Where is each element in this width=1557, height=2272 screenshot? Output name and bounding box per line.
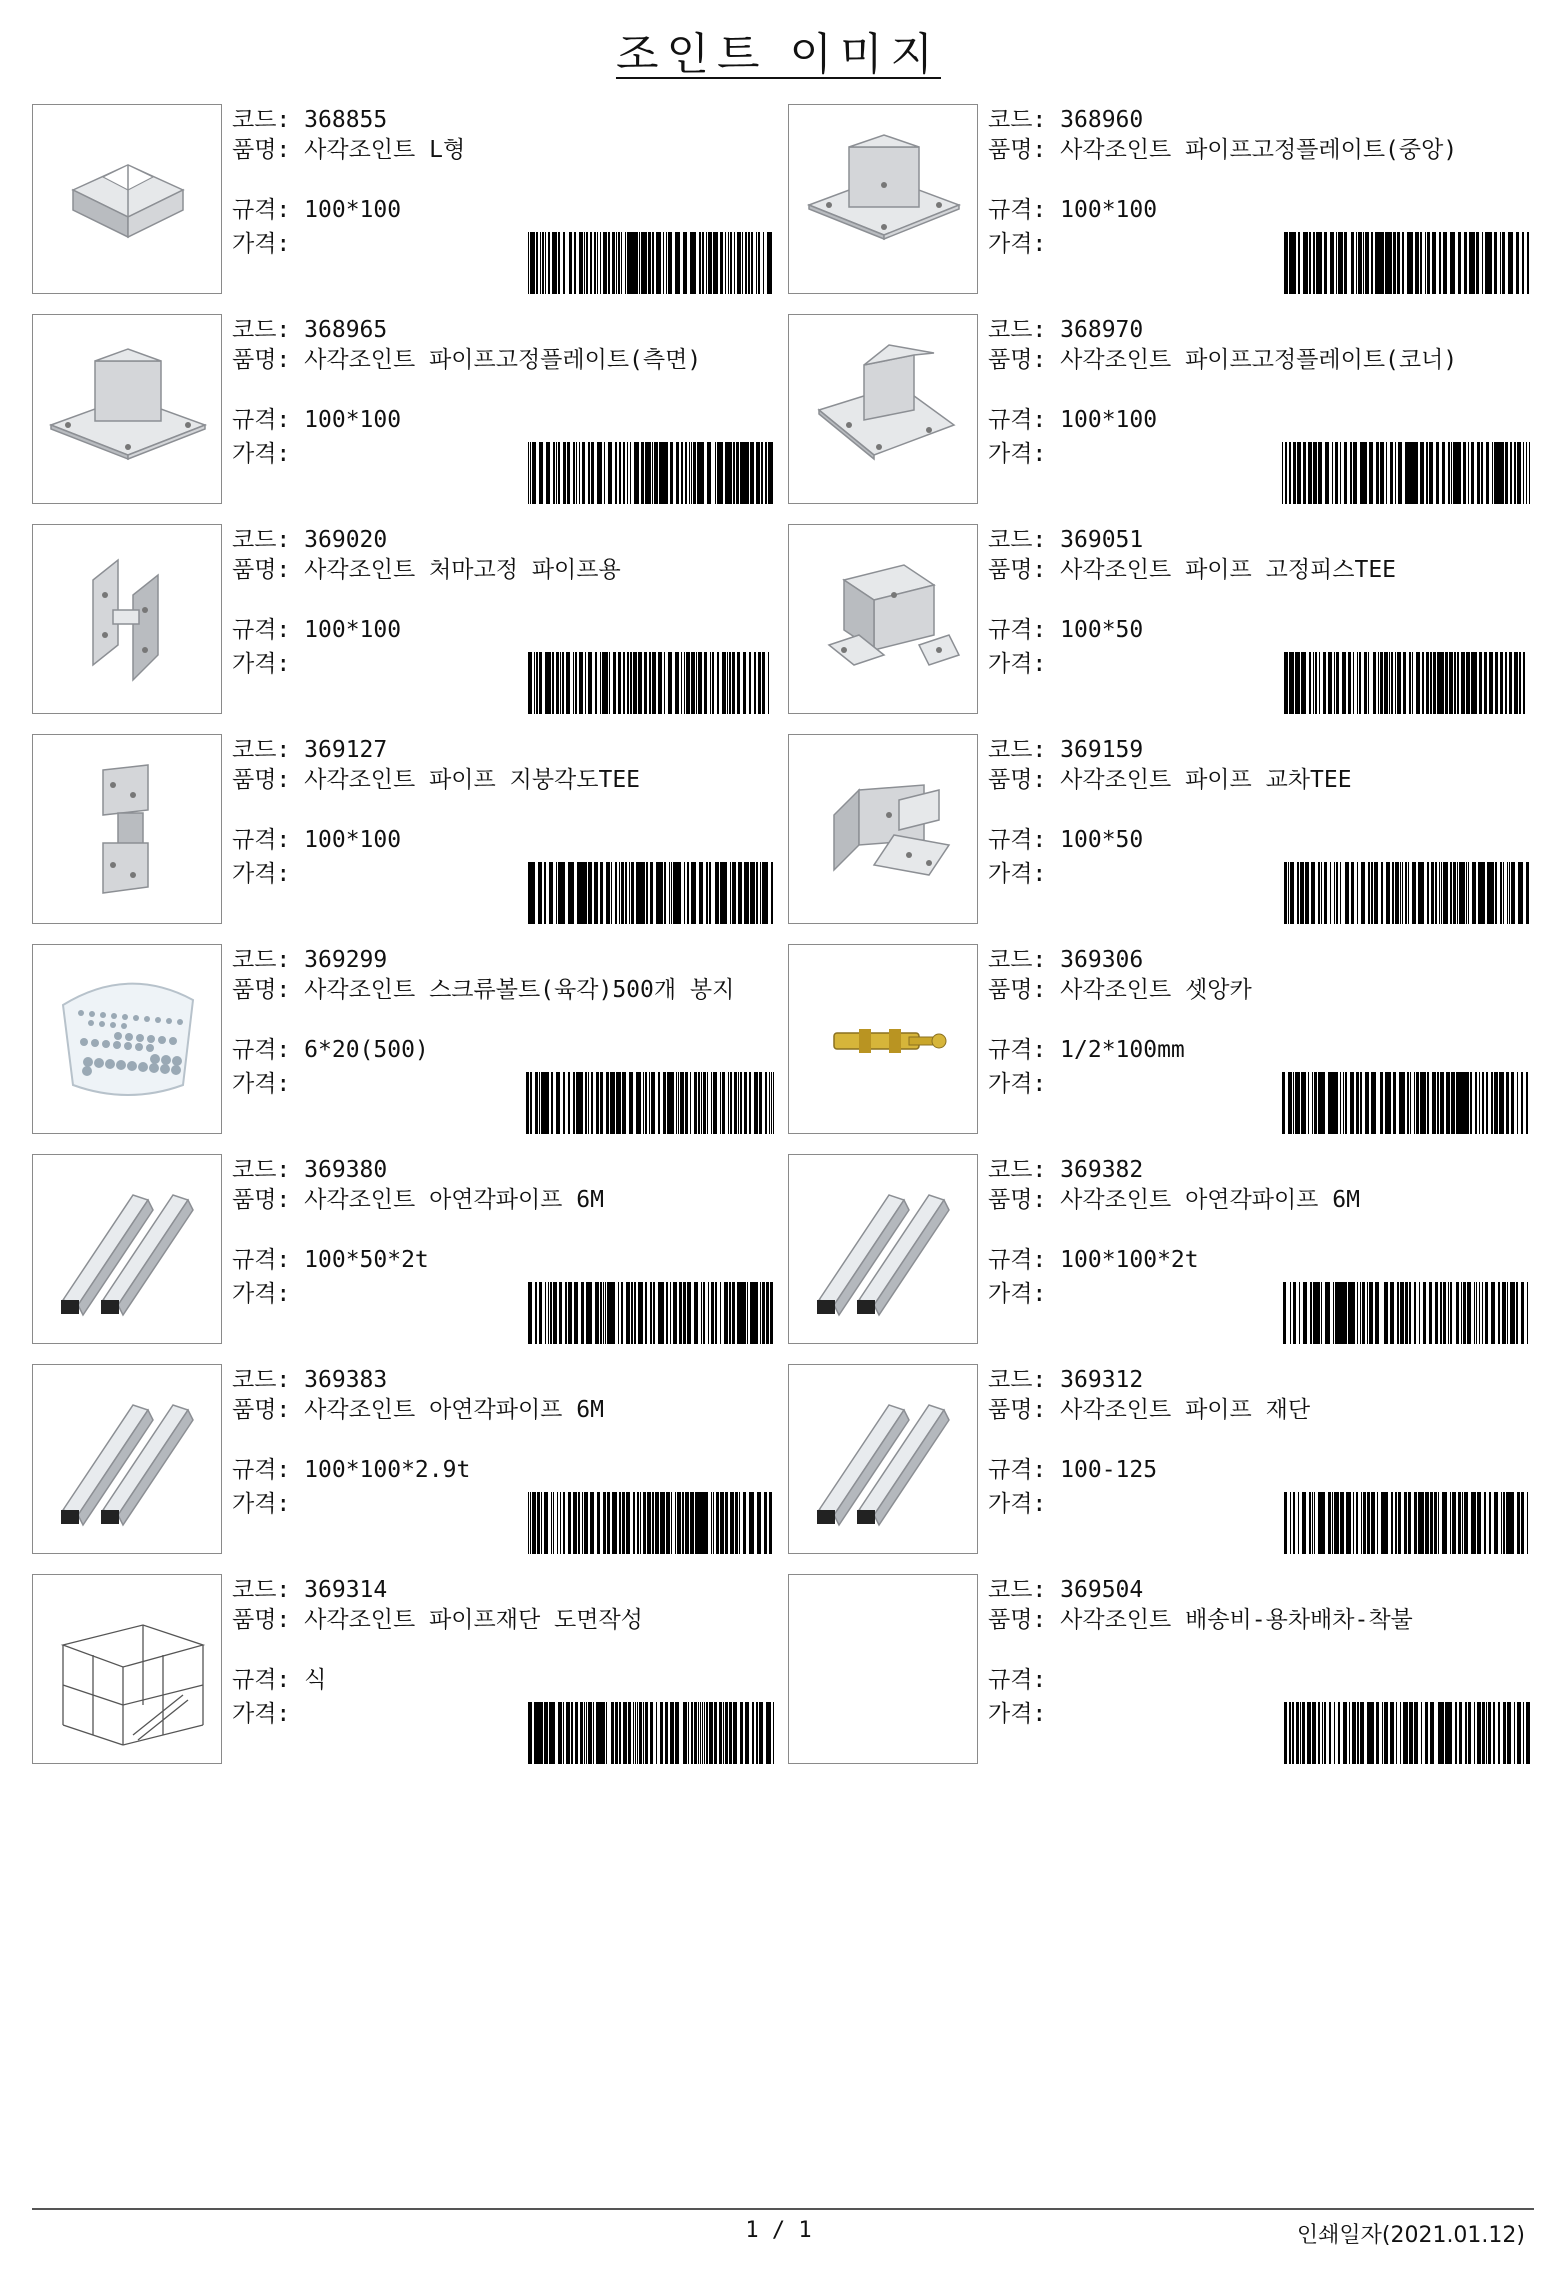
- product-spec: 규격: 100*50: [988, 827, 1144, 853]
- product-card: [32, 1574, 772, 1764]
- product-code: 코드: 369020: [232, 527, 388, 553]
- product-code: 코드: 369159: [988, 737, 1144, 763]
- product-name: 품명: 사각조인트 아연각파이프 6M: [232, 1397, 604, 1423]
- product-name: 품명: 사각조인트 파이프 교차TEE: [988, 767, 1352, 793]
- product-price: 가격:: [988, 231, 1047, 257]
- product-card: [788, 1574, 1528, 1764]
- product-name: 품명: 사각조인트 처마고정 파이프용: [232, 557, 621, 583]
- product-price: 가격:: [232, 1701, 291, 1727]
- barcode: [526, 862, 776, 924]
- print-date: 인쇄일자(2021.01.12): [1296, 2223, 1525, 2248]
- product-image: [32, 524, 222, 714]
- barcode: [1282, 442, 1532, 504]
- product-image: [788, 1574, 978, 1764]
- l-bracket-icon: [33, 105, 221, 293]
- product-name: 품명: 사각조인트 파이프 지붕각도TEE: [232, 767, 641, 793]
- product-image: [788, 1154, 978, 1344]
- product-code: 코드: 369382: [988, 1157, 1144, 1183]
- footer-divider: [32, 2208, 1534, 2210]
- product-price: 가격:: [988, 441, 1047, 467]
- product-image: [32, 1574, 222, 1764]
- product-name: 품명: 사각조인트 배송비-용차배차-착불: [988, 1607, 1413, 1633]
- product-spec: 규격: 100*100: [232, 827, 402, 853]
- barcode: [526, 442, 776, 504]
- product-price: 가격:: [232, 231, 291, 257]
- barcode: [1282, 652, 1532, 714]
- barcode: [526, 652, 776, 714]
- product-image: [32, 1154, 222, 1344]
- side-plate-icon: [33, 315, 221, 503]
- product-name: 품명: 사각조인트 파이프고정플레이트(측면): [232, 347, 702, 373]
- product-code: 코드: 368965: [232, 317, 388, 343]
- square-pipe-icon: [33, 1155, 221, 1343]
- product-spec: 규격: 100*100: [232, 407, 402, 433]
- product-spec: 규격: 식: [232, 1667, 327, 1693]
- product-name: 품명: 사각조인트 파이프재단 도면작성: [232, 1607, 643, 1633]
- product-name: 품명: 사각조인트 아연각파이프 6M: [232, 1187, 604, 1213]
- product-image: [788, 104, 978, 294]
- product-card: [32, 524, 772, 714]
- product-card: [32, 1154, 772, 1344]
- product-code: 코드: 369312: [988, 1367, 1144, 1393]
- product-spec: 규격: 100*100: [988, 407, 1158, 433]
- product-image: [32, 944, 222, 1134]
- product-price: 가격:: [232, 1491, 291, 1517]
- product-card: [788, 944, 1528, 1134]
- center-plate-icon: [789, 105, 977, 293]
- product-image: [788, 734, 978, 924]
- product-image: [32, 104, 222, 294]
- product-spec: 규격: 100*100*2t: [988, 1247, 1199, 1273]
- product-name: 품명: 사각조인트 아연각파이프 6M: [988, 1187, 1360, 1213]
- product-code: 코드: 369504: [988, 1577, 1144, 1603]
- barcode: [1282, 232, 1532, 294]
- page-title: 조인트 이미지: [615, 29, 941, 80]
- product-name: 품명: 사각조인트 파이프 고정피스TEE: [988, 557, 1397, 583]
- frame-drawing-icon: [33, 1575, 221, 1763]
- tee-bracket-icon: [789, 525, 977, 713]
- product-spec: 규격: 100*50: [988, 617, 1144, 643]
- barcode: [526, 1702, 776, 1764]
- barcode: [1282, 862, 1532, 924]
- barcode: [1282, 1282, 1532, 1344]
- anchor-bolt-icon: [789, 945, 977, 1133]
- page-number: 1 / 1: [745, 2218, 812, 2243]
- product-name: 품명: 사각조인트 L형: [232, 137, 466, 163]
- product-card: [788, 1154, 1528, 1344]
- product-spec: 규격: 6*20(500): [232, 1037, 429, 1063]
- product-card: [788, 104, 1528, 294]
- product-spec: 규격: 1/2*100mm: [988, 1037, 1185, 1063]
- product-price: 가격:: [232, 441, 291, 467]
- product-code: 코드: 368960: [988, 107, 1144, 133]
- product-price: 가격:: [988, 1701, 1047, 1727]
- product-image: [32, 734, 222, 924]
- product-card: [32, 734, 772, 924]
- product-image: [788, 524, 978, 714]
- product-code: 코드: 369383: [232, 1367, 388, 1393]
- square-pipe-icon: [33, 1365, 221, 1553]
- product-spec: 규격: 100*100*2.9t: [232, 1457, 471, 1483]
- product-name: 품명: 사각조인트 셋앙카: [988, 977, 1252, 1003]
- eave-bracket-icon: [33, 525, 221, 713]
- product-code: 코드: 369380: [232, 1157, 388, 1183]
- product-price: 가격:: [988, 651, 1047, 677]
- product-image: [788, 1364, 978, 1554]
- roof-tee-icon: [33, 735, 221, 923]
- product-card: [788, 314, 1528, 504]
- product-card: [788, 734, 1528, 924]
- product-spec: 규격: 100*100: [988, 197, 1158, 223]
- product-spec: 규격: 100*100: [232, 197, 402, 223]
- product-spec: 규격: 100-125: [988, 1457, 1158, 1483]
- product-code: 코드: 368855: [232, 107, 388, 133]
- product-price: 가격:: [232, 861, 291, 887]
- product-name: 품명: 사각조인트 스크류볼트(육각)500개 봉지: [232, 977, 735, 1003]
- product-price: 가격:: [988, 861, 1047, 887]
- product-card: [32, 104, 772, 294]
- product-spec: 규격:: [988, 1667, 1047, 1693]
- barcode: [1282, 1072, 1532, 1134]
- product-image: [32, 1364, 222, 1554]
- product-spec: 규격: 100*50*2t: [232, 1247, 429, 1273]
- product-code: 코드: 369306: [988, 947, 1144, 973]
- barcode: [526, 1492, 776, 1554]
- screw-bag-icon: [33, 945, 221, 1133]
- barcode: [526, 1282, 776, 1344]
- product-spec: 규격: 100*100: [232, 617, 402, 643]
- product-price: 가격:: [232, 1071, 291, 1097]
- square-pipe-icon: [789, 1365, 977, 1553]
- product-image: [788, 944, 978, 1134]
- empty-image: [789, 1575, 977, 1763]
- product-card: [788, 1364, 1528, 1554]
- product-name: 품명: 사각조인트 파이프고정플레이트(중앙): [988, 137, 1458, 163]
- product-price: 가격:: [232, 1281, 291, 1307]
- barcode: [526, 1072, 776, 1134]
- barcode: [526, 232, 776, 294]
- cross-tee-icon: [789, 735, 977, 923]
- product-name: 품명: 사각조인트 파이프 재단: [988, 1397, 1311, 1423]
- product-price: 가격:: [988, 1281, 1047, 1307]
- product-price: 가격:: [988, 1071, 1047, 1097]
- product-price: 가격:: [232, 651, 291, 677]
- product-code: 코드: 368970: [988, 317, 1144, 343]
- product-code: 코드: 369299: [232, 947, 388, 973]
- product-card: [788, 524, 1528, 714]
- product-card: [32, 314, 772, 504]
- product-code: 코드: 369314: [232, 1577, 388, 1603]
- barcode: [1282, 1702, 1532, 1764]
- product-price: 가격:: [988, 1491, 1047, 1517]
- corner-plate-icon: [789, 315, 977, 503]
- square-pipe-icon: [789, 1155, 977, 1343]
- product-name: 품명: 사각조인트 파이프고정플레이트(코너): [988, 347, 1458, 373]
- product-image: [32, 314, 222, 504]
- product-code: 코드: 369051: [988, 527, 1144, 553]
- product-code: 코드: 369127: [232, 737, 388, 763]
- barcode: [1282, 1492, 1532, 1554]
- product-image: [788, 314, 978, 504]
- product-card: [32, 1364, 772, 1554]
- product-card: [32, 944, 772, 1134]
